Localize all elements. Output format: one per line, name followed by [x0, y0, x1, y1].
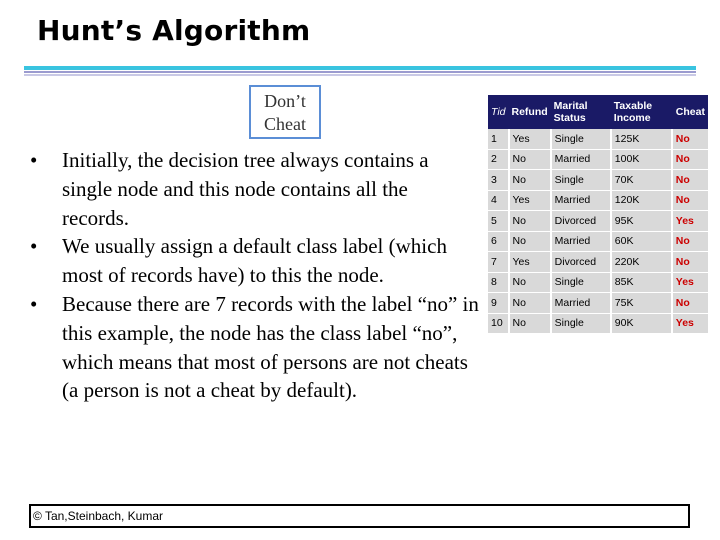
cell-taxable-income: 60K: [611, 231, 672, 252]
table-row: [488, 252, 708, 273]
cell-taxable-income: 75K: [611, 293, 672, 314]
cell-tid: 3: [488, 170, 509, 191]
bullet-text: Because there are 7 records with the label “no” in this example, the node has the class label “no”, which means that most of persons are not cheats (a person is not a cheat by default).: [62, 291, 479, 403]
table-row: [488, 211, 708, 232]
cell-tid: 8: [488, 272, 509, 293]
column-header-tid: Tid: [488, 95, 509, 129]
cell-tid: 10: [488, 313, 509, 334]
cell-tid: 4: [488, 190, 509, 211]
cell-taxable-income: 90K: [611, 313, 672, 334]
cell-tid: 6: [488, 231, 509, 252]
cell-refund: No: [509, 149, 551, 170]
bullet-text: We usually assign a default class label (which most of records have) to this the node.: [62, 234, 447, 288]
cell-marital-status: Divorced: [551, 252, 611, 273]
cell-cheat: No: [672, 149, 708, 170]
cell-marital-status: Married: [551, 293, 611, 314]
table-row: [488, 170, 708, 191]
bullet-dot: •: [30, 234, 38, 259]
title-divider-mid: [24, 71, 696, 73]
table-header-row: [488, 95, 708, 129]
title-divider-light: [24, 74, 696, 76]
title-divider-accent: [24, 66, 696, 70]
bullet-dot: •: [30, 148, 38, 172]
cell-taxable-income: 100K: [611, 149, 672, 170]
cell-refund: No: [509, 211, 551, 232]
cell-taxable-income: 70K: [611, 170, 672, 191]
bullet-item: [30, 146, 480, 232]
column-header-marital-status: Marital Status: [551, 95, 611, 129]
cell-taxable-income: 220K: [611, 252, 672, 273]
cell-cheat: No: [672, 129, 708, 149]
cell-taxable-income: 120K: [611, 190, 672, 211]
table-row: [488, 293, 708, 314]
cell-tid: 5: [488, 211, 509, 232]
bullet-text: Initially, the decision tree always contains a single node and this node contains all the records.: [62, 148, 429, 230]
cell-cheat: No: [672, 293, 708, 314]
cell-cheat: No: [672, 190, 708, 211]
table-row: [488, 149, 708, 170]
cell-marital-status: Married: [551, 190, 611, 211]
cell-marital-status: Married: [551, 149, 611, 170]
cell-refund: No: [509, 231, 551, 252]
column-header-refund: Refund: [509, 95, 551, 129]
cell-marital-status: Single: [551, 170, 611, 191]
cell-marital-status: Single: [551, 272, 611, 293]
dont-cheat-line-2: Cheat: [264, 114, 306, 134]
cell-marital-status: Single: [551, 129, 611, 149]
cell-taxable-income: 95K: [611, 211, 672, 232]
cell-marital-status: Married: [551, 231, 611, 252]
bullet-dot: •: [30, 291, 38, 316]
table-row: [488, 129, 708, 149]
cell-cheat: No: [672, 252, 708, 273]
column-header-cheat: Cheat: [672, 95, 708, 129]
table-row: [488, 272, 708, 293]
cell-cheat: No: [672, 170, 708, 191]
bullet-list: [30, 146, 480, 405]
bullet-item: [30, 290, 480, 405]
cheat-data-table: [488, 95, 708, 334]
cell-taxable-income: 85K: [611, 272, 672, 293]
cell-refund: Yes: [509, 190, 551, 211]
cell-cheat: Yes: [672, 272, 708, 293]
cell-taxable-income: 125K: [611, 129, 672, 149]
cell-refund: No: [509, 272, 551, 293]
cell-refund: No: [509, 313, 551, 334]
cell-tid: 7: [488, 252, 509, 273]
cell-tid: 2: [488, 149, 509, 170]
cell-cheat: Yes: [672, 313, 708, 334]
slide-title: Hunt’s Algorithm: [37, 14, 311, 47]
table-row: [488, 190, 708, 211]
cell-cheat: Yes: [672, 211, 708, 232]
cell-tid: 1: [488, 129, 509, 149]
cell-marital-status: Divorced: [551, 211, 611, 232]
copyright-footer: © Tan,Steinbach, Kumar: [29, 504, 690, 528]
dont-cheat-line-1: Don’t: [264, 91, 306, 111]
cell-tid: 9: [488, 293, 509, 314]
cell-refund: Yes: [509, 252, 551, 273]
column-header-taxable-income: Taxable Income: [611, 95, 672, 129]
bullet-item: [30, 232, 480, 290]
table-row: [488, 313, 708, 334]
cell-refund: No: [509, 170, 551, 191]
cell-refund: No: [509, 293, 551, 314]
cell-cheat: No: [672, 231, 708, 252]
cell-marital-status: Single: [551, 313, 611, 334]
dont-cheat-label-box: [249, 85, 321, 139]
table-row: [488, 231, 708, 252]
cell-refund: Yes: [509, 129, 551, 149]
